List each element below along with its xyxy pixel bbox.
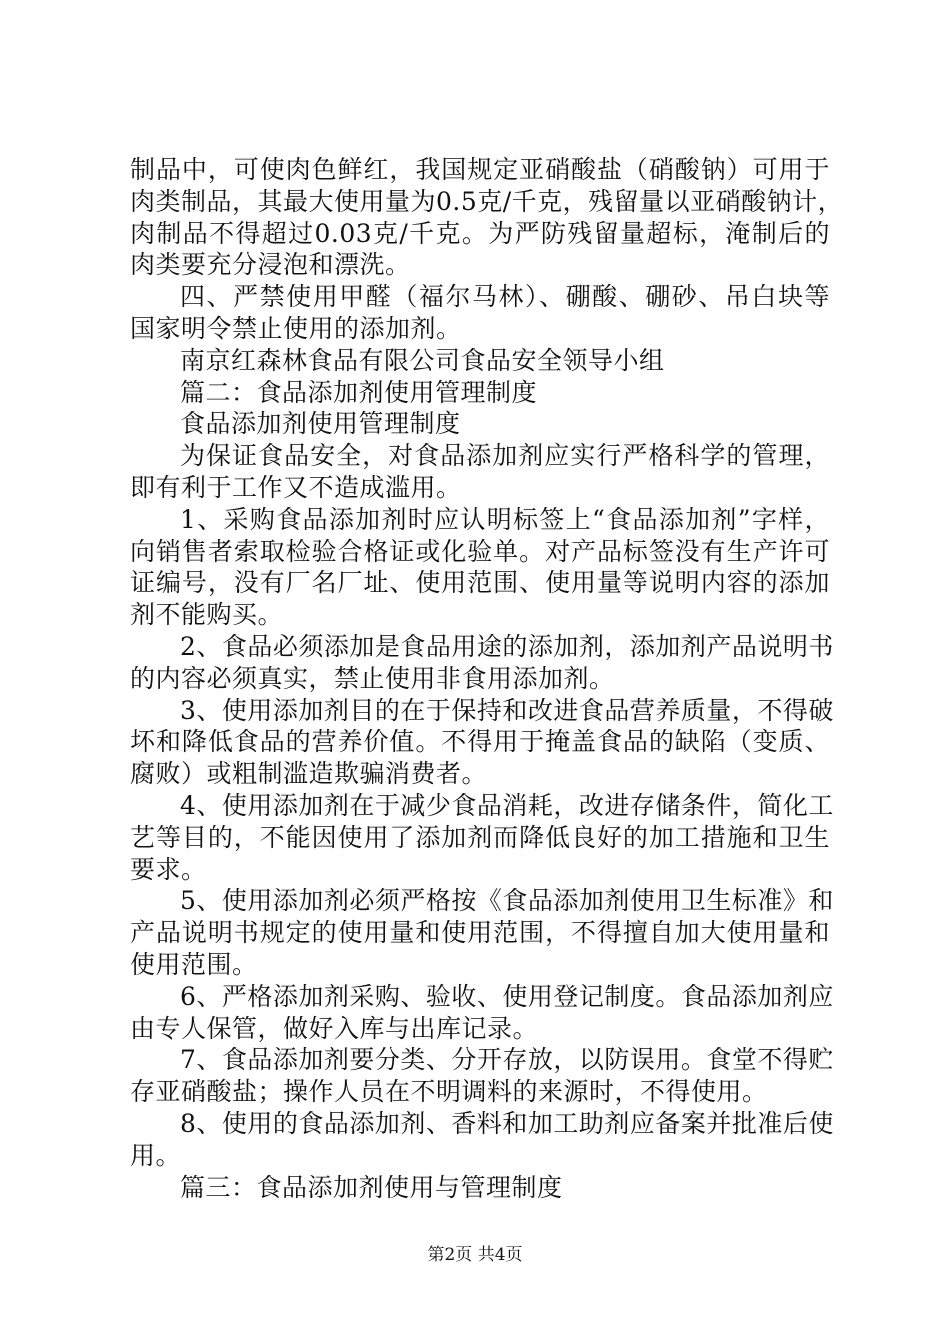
text-line: 2、食品必须添加是食品用途的添加剂，添加剂产品说明书: [180, 631, 834, 661]
text-line: 篇三：食品添加剂使用与管理制度: [180, 1172, 563, 1202]
text-line: 用。: [130, 1140, 182, 1170]
text-line: 肉类要充分浸泡和漂洗。: [130, 250, 411, 280]
text-line: 肉类制品，其最大使用量为0.5克/千克，残留量以亚硝酸钠计，: [130, 186, 844, 216]
text-line: 艺等目的，不能因使用了添加剂而降低良好的加工措施和卫生: [130, 822, 830, 852]
text-line: 食品添加剂使用管理制度: [180, 409, 461, 439]
text-line: 7、食品添加剂要分类、分开存放，以防误用。食堂不得贮: [180, 1045, 834, 1075]
text-line: 产品说明书规定的使用量和使用范围，不得擅自加大使用量和: [130, 918, 830, 948]
text-line: 证编号，没有厂名厂址、使用范围、使用量等说明内容的添加: [130, 568, 830, 598]
text-line: 使用范围。: [130, 949, 258, 979]
text-line: 肉制品不得超过0.03克/千克。为严防残留量超标，淹制后的: [130, 218, 830, 248]
text-line: 8、使用的食品添加剂、香料和加工助剂应备案并批准后使: [180, 1108, 834, 1138]
page-footer: 第2页 共4页: [427, 1245, 523, 1265]
text-line: 6、严格添加剂采购、验收、使用登记制度。食品添加剂应: [180, 981, 834, 1011]
text-line: 制品中，可使肉色鲜红，我国规定亚硝酸盐（硝酸钠）可用于: [130, 155, 830, 184]
text-line: 四、严禁使用甲醛（福尔马林）、硼酸、硼砂、吊白块等: [180, 282, 830, 312]
text-line: 3、使用添加剂目的在于保持和改进食品营养质量，不得破: [180, 695, 834, 725]
text-line: 篇二：食品添加剂使用管理制度: [180, 377, 538, 407]
text-line: 的内容必须真实，禁止使用非食用添加剂。: [130, 663, 615, 693]
text-line: 5、使用添加剂必须严格按《食品添加剂使用卫生标准》和: [180, 886, 834, 916]
text-line: 要求。: [130, 854, 207, 884]
text-line: 国家明令禁止使用的添加剂。: [130, 313, 462, 343]
text-line: 坏和降低食品的营养价值。不得用于掩盖食品的缺陷（变质、: [130, 727, 830, 757]
text-line: 南京红森林食品有限公司食品安全领导小组: [180, 345, 665, 375]
document-body: [130, 154, 844, 1203]
text-line: 即有利于工作又不造成滥用。: [130, 472, 462, 502]
text-line: 由专人保管，做好入库与出库记录。: [130, 1013, 539, 1043]
text-line: 剂不能购买。: [130, 600, 284, 630]
text-line: 存亚硝酸盐；操作人员在不明调料的来源时，不得使用。: [130, 1077, 768, 1107]
text-line: 腐败）或粗制滥造欺骗消费者。: [130, 759, 488, 789]
text-line: 1、采购食品添加剂时应认明标签上“食品添加剂”字样，: [180, 504, 830, 534]
text-line: 4、使用添加剂在于减少食品消耗，改进存储条件，简化工: [180, 790, 834, 820]
text-line: 向销售者索取检验合格证或化验单。对产品标签没有生产许可: [130, 536, 830, 566]
text-line: 为保证食品安全，对食品添加剂应实行严格科学的管理，: [180, 441, 830, 471]
